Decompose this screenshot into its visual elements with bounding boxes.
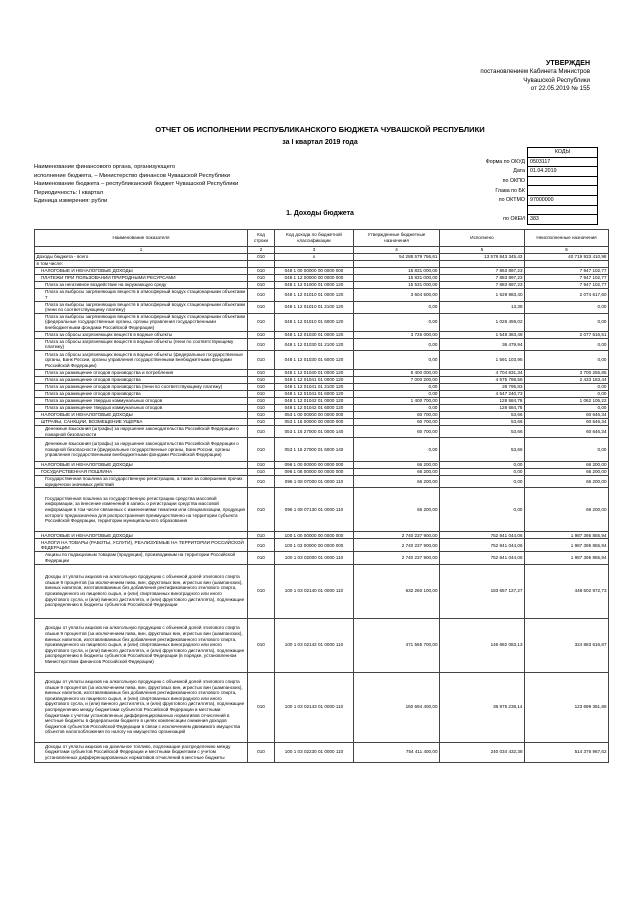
unexecuted-cell: 2 077 616,51 (525, 331, 609, 338)
row-code-cell: 010 (248, 376, 275, 383)
table-row (35, 369, 609, 376)
code-label: Глава по БК (495, 187, 525, 194)
executed-cell: 183 657 127,27 (440, 564, 525, 618)
indicator-name-cell: ШТРАФЫ, САНКЦИИ, ВОЗМЕЩЕНИЕ УЩЕРБА (35, 418, 248, 425)
budget-code-cell (275, 261, 354, 268)
table-row (35, 539, 609, 552)
table-row (35, 288, 609, 301)
indicator-name-cell: в том числе: (35, 261, 248, 268)
code-value (528, 186, 598, 196)
approved-cell: 7 000 200,00 (354, 376, 440, 383)
approved-cell: 754 411 400,00 (354, 742, 440, 762)
approved-cell: 15 831 000,00 (354, 267, 440, 274)
code-label: по ОКЕИ (503, 216, 525, 223)
approval-title: УТВЕРЖДЕН (546, 60, 590, 67)
code-label: Дата (513, 168, 525, 175)
table-row (35, 488, 609, 532)
income-table (34, 229, 609, 763)
approved-cell: 66 200,00 (354, 469, 440, 476)
executed-cell: 0,00 (440, 469, 525, 476)
unexecuted-cell: 40 719 933 410,98 (525, 254, 609, 261)
column-header: Код дохода по бюджетной классификации (275, 230, 354, 247)
row-code-cell: 010 (248, 425, 275, 437)
column-header: Исполнено (440, 230, 525, 247)
column-header: Неисполненные назначения (525, 230, 609, 247)
table-row (35, 301, 609, 313)
approved-cell: 60 700,00 (354, 418, 440, 425)
executed-cell: 0,00 (440, 462, 525, 469)
budget-code-cell: 048 1 12 01042 01 0000 120 (275, 397, 354, 404)
row-code-cell: 010 (248, 476, 275, 488)
approved-cell: 0,00 (354, 383, 440, 390)
column-header: Наименование показателя (35, 230, 248, 247)
budget-code-cell: 100 1 03 00000 00 0000 000 (275, 539, 354, 552)
meta-line: Единица измерения: рубли (34, 198, 108, 205)
budget-code-cell: 053 1 00 00000 00 0000 000 (275, 411, 354, 418)
approved-cell: 0,00 (354, 338, 440, 350)
unexecuted-cell: 7 947 102,77 (525, 274, 609, 281)
unexecuted-cell: 66 200,00 (525, 476, 609, 488)
executed-cell: 128 584,78 (440, 397, 525, 404)
unexecuted-cell: 123 699 361,86 (525, 672, 609, 742)
code-label: по ОКТМО (498, 197, 525, 204)
table-row (35, 469, 609, 476)
row-code-cell: 010 (248, 404, 275, 411)
executed-cell: 4 704 831,34 (440, 369, 525, 376)
executed-cell: 13 579 843 345,43 (440, 254, 525, 261)
unexecuted-cell: 60 646,34 (525, 418, 609, 425)
row-code-cell: 010 (248, 488, 275, 532)
unexecuted-cell: 514 376 967,62 (525, 742, 609, 762)
indicator-name-cell: НАЛОГИ НА ТОВАРЫ (РАБОТЫ, УСЛУГИ), РЕАЛИЗУЕМЫЕ НА ТЕРРИТОРИИ РОССИЙСКОЙ ФЕДЕРАЦИИ (35, 539, 248, 552)
approved-cell: 8 400 000,00 (354, 369, 440, 376)
table-row (35, 411, 609, 418)
unexecuted-cell: 0,00 (525, 438, 609, 462)
approved-cell: 2 740 237 900,00 (354, 532, 440, 539)
unexecuted-cell: 2 074 617,60 (525, 288, 609, 301)
approved-cell: 0,00 (354, 313, 440, 331)
executed-cell: 0,00 (440, 476, 525, 488)
row-code-cell: 010 (248, 301, 275, 313)
budget-code-cell: 100 1 00 00000 00 0000 000 (275, 532, 354, 539)
indicator-name-cell: Доходы от уплаты акцизов на дизельное топливо, подлежащие распределению между бюджетами субъектов Российской Федерации и местными бюджетами с учетом установленных дифференцированных нормативов отчислений в местные бюджеты (35, 742, 248, 762)
indicator-name-cell: Плата за выбросы загрязняющих веществ в атмосферный воздух стационарными объектами (федеральные государственные органы, органы управления государственными внебюджетными фондами Российской Федерации) (35, 313, 248, 331)
indicator-name-cell: Доходы от уплаты акцизов на алкогольную продукцию с объемной долей этилового спирта свыше 9 процентов (за исключением пива, вин, фруктовых вин, игристых вин (шампанских), винных напитков, изготавливаемых без добавления ректификованного этилового спирта, произведенного из пищевого сырья, и (или) спиртованных виноградного или иного фруктового сусла, и (или) винного дистиллята, и (или) фруктового дистиллята), подлежащие распределению между бюджетами субъектов Российской Федерации и местными бюджетами с учетом установленных дифференцированных нормативов отчислений в местные бюджеты в федеральном бюджете в целях компенсации снижения доходов бюджетов субъектов Российской Федерации в связи с исключением движимого имущества объектов налогообложения по налогу на имущество организаций (35, 672, 248, 742)
indicator-name-cell: НАЛОГОВЫЕ И НЕНАЛОГОВЫЕ ДОХОДЫ (35, 411, 248, 418)
column-number: 3 (275, 247, 354, 254)
approved-cell: 0,00 (354, 350, 440, 369)
table-row (35, 532, 609, 539)
code-label: Форма по ОКУД (485, 158, 525, 165)
unexecuted-cell: 3 700 255,85 (525, 369, 609, 376)
report-title: ОТЧЕТ ОБ ИСПОЛНЕНИИ РЕСПУБЛИКАНСКОГО БЮДЖЕТА ЧУВАШСКОЙ РЕСПУБЛИКИ (155, 125, 485, 134)
executed-cell: 28 795,83 (440, 383, 525, 390)
executed-cell: 13,38 (440, 301, 525, 313)
budget-code-cell: 048 1 12 01010 01 2100 120 (275, 301, 354, 313)
meta-line: Наименование бюджета – республиканский бюджет Чувашской Республики (34, 181, 239, 188)
table-row (35, 261, 609, 268)
table-row (35, 383, 609, 390)
row-code-cell: 010 (248, 742, 275, 762)
executed-cell: 7 883 897,23 (440, 274, 525, 281)
unexecuted-cell: 2 433 183,44 (525, 376, 609, 383)
row-code-cell: 010 (248, 618, 275, 672)
section-title: 1. Доходы бюджета (286, 210, 354, 217)
code-value: 01.04.2019 (528, 167, 598, 177)
approved-cell: 0,00 (354, 404, 440, 411)
executed-cell: 146 682 083,13 (440, 618, 525, 672)
row-code-cell: 010 (248, 418, 275, 425)
approval-line: от 22.05.2019 № 155 (530, 84, 590, 92)
executed-cell: 1 548 383,48 (440, 331, 525, 338)
budget-code-cell: 048 1 12 01030 01 0000 120 (275, 331, 354, 338)
executed-cell (440, 261, 525, 268)
indicator-name-cell: Плата за размещение отходов производства (35, 390, 248, 397)
row-code-cell: 010 (248, 274, 275, 281)
indicator-name-cell: Плата за размещение твердых коммунальных отходов (35, 404, 248, 411)
unexecuted-cell (525, 261, 609, 268)
meta-line: Периодичность: I квартал (34, 189, 104, 196)
row-code-cell: 010 (248, 281, 275, 288)
budget-code-cell: 048 1 12 01042 01 6000 120 (275, 404, 354, 411)
table-row (35, 618, 609, 672)
budget-code-cell: 048 1 12 01041 01 6000 120 (275, 390, 354, 397)
row-code-cell: 010 (248, 267, 275, 274)
indicator-name-cell: Плата за сбросы загрязняющих веществ в водные объекты (федеральные государственные органы, Банк России, органы управления государственными внебюджетными фондами Российской Федерации) (35, 350, 248, 369)
unexecuted-cell: 0,00 (525, 313, 609, 331)
indicator-name-cell: Плата за выбросы загрязняющих веществ в атмосферный воздух стационарными объектами (пени по соответствующему платежу) (35, 301, 248, 313)
unexecuted-cell: 7 947 102,77 (525, 281, 609, 288)
budget-code-cell: 048 1 12 01030 01 6000 120 (275, 350, 354, 369)
unexecuted-cell: 66 200,00 (525, 462, 609, 469)
unexecuted-cell: 324 883 616,87 (525, 618, 609, 672)
indicator-name-cell: Плата за размещение твердых коммунальных отходов (35, 397, 248, 404)
budget-code-cell: 053 1 16 00000 00 0000 000 (275, 418, 354, 425)
report-period: за I квартал 2019 года (282, 139, 358, 146)
budget-code-cell: 053 1 16 27000 01 0000 140 (275, 425, 354, 437)
indicator-name-cell: Доходы бюджета - всего (35, 254, 248, 261)
column-number: 5 (440, 247, 525, 254)
row-code-cell: 010 (248, 313, 275, 331)
indicator-name-cell: Доходы от уплаты акцизов на алкогольную продукцию с объемной долей этилового спирта свыше 9 процентов (за исключением пива, вин, фруктовых вин, игристых вин (шампанских), винных напитков, изготавливаемых без добавления ректификованного этилового спирта, произведенного из пищевого сырья, и (или) спиртованных виноградного или иного фруктового сусла, и (или) винного дистиллята, и (или) фруктового дистиллята), подлежащие распределению в бюджеты субъектов Российской Федерации (35, 564, 248, 618)
column-number: 1 (35, 247, 248, 254)
budget-code-cell: 048 1 00 00000 00 0000 000 (275, 267, 354, 274)
approved-cell: 3 726 000,00 (354, 331, 440, 338)
row-code-cell (248, 261, 275, 268)
approved-cell: 60 700,00 (354, 425, 440, 437)
unexecuted-cell: 0,00 (525, 390, 609, 397)
approved-cell: 66 200,00 (354, 476, 440, 488)
indicator-name-cell: Плата за размещение отходов производства и потребления (35, 369, 248, 376)
unexecuted-cell: 0,00 (525, 383, 609, 390)
executed-cell: 53,66 (440, 411, 525, 418)
indicator-name-cell: ПЛАТЕЖИ ПРИ ПОЛЬЗОВАНИИ ПРИРОДНЫМИ РЕСУРСАМИ (35, 274, 248, 281)
code-value: 0503117 (528, 157, 598, 167)
budget-code-cell: 096 1 00 00000 00 0000 000 (275, 462, 354, 469)
budget-code-cell: 048 1 12 01041 01 2100 120 (275, 383, 354, 390)
unexecuted-cell: 0,00 (525, 350, 609, 369)
row-code-cell: 010 (248, 397, 275, 404)
approved-cell: 0,00 (354, 301, 440, 313)
unexecuted-cell: 66 200,00 (525, 488, 609, 532)
indicator-name-cell: НАЛОГОВЫЕ И НЕНАЛОГОВЫЕ ДОХОДЫ (35, 532, 248, 539)
unexecuted-cell: 66 200,00 (525, 469, 609, 476)
executed-cell: 7 883 897,23 (440, 281, 525, 288)
budget-code-cell: 100 1 03 02000 01 0000 110 (275, 552, 354, 564)
approved-cell: 2 740 237 900,00 (354, 552, 440, 564)
executed-cell: 0,00 (440, 488, 525, 532)
budget-code-cell: 100 1 03 02140 01 0000 110 (275, 564, 354, 618)
executed-cell: 53,66 (440, 438, 525, 462)
unexecuted-cell: 60 646,34 (525, 425, 609, 437)
row-code-cell: 010 (248, 331, 275, 338)
table-row (35, 350, 609, 369)
table-row (35, 552, 609, 564)
unexecuted-cell: 0,00 (525, 338, 609, 350)
executed-cell: 240 034 432,38 (440, 742, 525, 762)
unexecuted-cell: 0,00 (525, 404, 609, 411)
budget-code-cell: 096 1 08 00000 00 0000 000 (275, 469, 354, 476)
column-header: Код строки (248, 230, 275, 247)
budget-code-cell: 096 1 08 07130 01 0000 110 (275, 488, 354, 532)
approved-cell: 2 740 237 900,00 (354, 539, 440, 552)
approved-cell: 15 831 000,00 (354, 274, 440, 281)
row-code-cell: 010 (248, 552, 275, 564)
meta-line: исполнение бюджета, – Министерство финансов Чувашской Республики (34, 172, 231, 179)
budget-code-cell: 100 1 03 02142 01 0000 110 (275, 618, 354, 672)
row-code-cell: 010 (248, 539, 275, 552)
budget-code-cell: 100 1 03 02230 01 0000 110 (275, 742, 354, 762)
column-number-row (35, 247, 609, 254)
executed-cell: 752 841 044,06 (440, 552, 525, 564)
approval-line: Чувашской Республики (523, 76, 590, 84)
indicator-name-cell: Государственная пошлина за государственную регистрацию, а также за совершение прочих юридически значимых действий (35, 476, 248, 488)
budget-code-cell: 100 1 03 02143 01 0000 110 (275, 672, 354, 742)
budget-code-cell: 096 1 08 07000 01 0000 110 (275, 476, 354, 488)
row-code-cell: 010 (248, 532, 275, 539)
column-header: Утвержденные бюджетные назначения (354, 230, 440, 247)
executed-cell: 1 591 103,95 (440, 350, 525, 369)
table-row (35, 313, 609, 331)
row-code-cell: 010 (248, 390, 275, 397)
code-value: 383 (528, 215, 598, 225)
approved-cell: 0,00 (354, 438, 440, 462)
approved-cell: 160 694 400,00 (354, 672, 440, 742)
executed-cell: 1 026 459,02 (440, 313, 525, 331)
executed-cell: 4 575 788,56 (440, 376, 525, 383)
table-row (35, 418, 609, 425)
report-meta (34, 160, 394, 206)
row-code-cell: 010 (248, 369, 275, 376)
row-code-cell: 010 (248, 411, 275, 418)
row-code-cell: 010 (248, 254, 275, 261)
table-row (35, 281, 609, 288)
executed-cell: 36 975 238,14 (440, 672, 525, 742)
table-row (35, 338, 609, 350)
table-row (35, 438, 609, 462)
table-row (35, 390, 609, 397)
code-label: по ОКПО (502, 178, 525, 185)
executed-cell: 128 584,78 (440, 404, 525, 411)
approved-cell: 60 700,00 (354, 411, 440, 418)
row-code-cell: 010 (248, 438, 275, 462)
row-code-cell: 010 (248, 338, 275, 350)
table-row (35, 397, 609, 404)
unexecuted-cell: 1 987 395 855,94 (525, 532, 609, 539)
indicator-name-cell: Плата за размещение отходов производства (35, 376, 248, 383)
executed-cell: 53,66 (440, 425, 525, 437)
executed-cell: 752 841 044,06 (440, 532, 525, 539)
indicator-name-cell: Денежные взыскания (штрафы) за нарушение законодательства Российской Федерации о пожарной безопасности (35, 425, 248, 437)
unexecuted-cell: 1 987 395 855,94 (525, 539, 609, 552)
unexecuted-cell: 1 062 105,22 (525, 397, 609, 404)
approved-cell: 15 531 000,00 (354, 281, 440, 288)
budget-code-cell: 048 1 12 01010 01 0000 120 (275, 288, 354, 301)
approved-cell (354, 261, 440, 268)
unexecuted-cell: 1 987 395 855,94 (525, 552, 609, 564)
budget-code-cell: 048 1 12 01041 01 0000 120 (275, 376, 354, 383)
table-row (35, 274, 609, 281)
row-code-cell: 010 (248, 383, 275, 390)
table-row (35, 672, 609, 742)
budget-code-cell: 048 1 12 01030 01 2100 120 (275, 338, 354, 350)
indicator-name-cell: Плата за сбросы загрязняющих веществ в водные объекты (35, 331, 248, 338)
table-row (35, 376, 609, 383)
row-code-cell: 010 (248, 462, 275, 469)
indicator-name-cell: Доходы от уплаты акцизов на алкогольную продукцию с объемной долей этилового спирта свыше 9 процентов (за исключением пива, вин, фруктовых вин, игристых вин (шампанских), винных напитков, изготавливаемых без добавления ректификованного этилового спирта, произведенного из пищевого сырья, и (или) спиртованных виноградного или иного фруктового сусла, и (или) винного дистиллята, и (или) фруктового дистиллята), подлежащие распределению в бюджеты субъектов Российской Федерации (в порядке, установленном Министерством финансов Российской Федерации) (35, 618, 248, 672)
row-code-cell: 010 (248, 564, 275, 618)
indicator-name-cell: ГОСУДАРСТВЕННАЯ ПОШЛИНА (35, 469, 248, 476)
table-row (35, 425, 609, 437)
approved-cell: 66 200,00 (354, 488, 440, 532)
approval-block (420, 60, 590, 93)
table-row (35, 254, 609, 261)
budget-code-cell: 048 1 12 01010 01 6000 120 (275, 313, 354, 331)
table-row (35, 742, 609, 762)
table-row (35, 476, 609, 488)
indicator-name-cell: Денежные взыскания (штрафы) за нарушение законодательства Российской Федерации о пожарной безопасности (федеральные государственные органы, Банк России, органы управления государственными внебюджетными фондами Российской Федерации) (35, 438, 248, 462)
table-row (35, 267, 609, 274)
table-row (35, 404, 609, 411)
row-code-cell: 010 (248, 350, 275, 369)
meta-line: Наименование финансового органа, организующего (34, 164, 176, 170)
approved-cell: 471 565 700,00 (354, 618, 440, 672)
table-row (35, 564, 609, 618)
executed-cell: 1 529 883,40 (440, 288, 525, 301)
indicator-name-cell: НАЛОГОВЫЕ И НЕНАЛОГОВЫЕ ДОХОДЫ (35, 267, 248, 274)
budget-code-cell: 048 1 12 00000 00 0000 000 (275, 274, 354, 281)
indicator-name-cell: Плата за выбросы загрязняющих веществ в атмосферный воздух стационарными объектами 7 (35, 288, 248, 301)
unexecuted-cell: 0,00 (525, 301, 609, 313)
code-value: 97000000 (528, 195, 598, 205)
approved-cell: 0,00 (354, 390, 440, 397)
budget-code-cell: 048 1 12 01000 01 0000 120 (275, 281, 354, 288)
executed-cell: 752 841 044,06 (440, 539, 525, 552)
unexecuted-cell: 60 646,34 (525, 411, 609, 418)
approved-cell: 54 288 579 756,61 (354, 254, 440, 261)
approval-line: постановлением Кабинета Министров (480, 68, 590, 76)
indicator-name-cell: Государственная пошлина за государственную регистрацию средства массовой информации, за внесение изменений в запись о регистрации средства массовой информации в том числе связанных с изменениями тематики или специализации, продукция которого предназначена для распространения преимущественно на территории субъекта Российской Федерации, территории муниципального образования (35, 488, 248, 532)
unexecuted-cell: 448 602 972,73 (525, 564, 609, 618)
approved-cell: 632 260 100,00 (354, 564, 440, 618)
code-value (528, 176, 598, 186)
approved-cell: 1 400 700,00 (354, 397, 440, 404)
approved-cell: 3 604 500,00 (354, 288, 440, 301)
executed-cell: 7 863 897,23 (440, 267, 525, 274)
row-code-cell: 010 (248, 672, 275, 742)
column-number: 2 (248, 247, 275, 254)
table-row (35, 331, 609, 338)
row-code-cell: 010 (248, 288, 275, 301)
executed-cell: 4 547 240,73 (440, 390, 525, 397)
executed-cell: 53,66 (440, 418, 525, 425)
indicator-name-cell: НАЛОГОВЫЕ И НЕНАЛОГОВЫЕ ДОХОДЫ (35, 462, 248, 469)
table-row (35, 462, 609, 469)
budget-code-cell: 048 1 12 01040 01 0000 120 (275, 369, 354, 376)
indicator-name-cell: Плата за размещение отходов производства (пени по соответствующему платежу) (35, 383, 248, 390)
indicator-name-cell: Плата за негативное воздействие на окружающую среду (35, 281, 248, 288)
codes-header: КОДЫ (528, 148, 598, 158)
indicator-name-cell: Акцизы по подакцизным товарам (продукции), производимым на территории Российской Федерации (35, 552, 248, 564)
budget-code-cell: x (275, 254, 354, 261)
column-number: 4 (354, 247, 440, 254)
table-header-row (35, 230, 609, 247)
unexecuted-cell: 7 947 102,77 (525, 267, 609, 274)
approved-cell: 66 200,00 (354, 462, 440, 469)
budget-code-cell: 053 1 16 27000 01 6000 140 (275, 438, 354, 462)
column-number: 6 (525, 247, 609, 254)
row-code-cell: 010 (248, 469, 275, 476)
indicator-name-cell: Плата за сбросы загрязняющих веществ в водные объекты (пени по соответствующему платежу) (35, 338, 248, 350)
executed-cell: 36 479,94 (440, 338, 525, 350)
